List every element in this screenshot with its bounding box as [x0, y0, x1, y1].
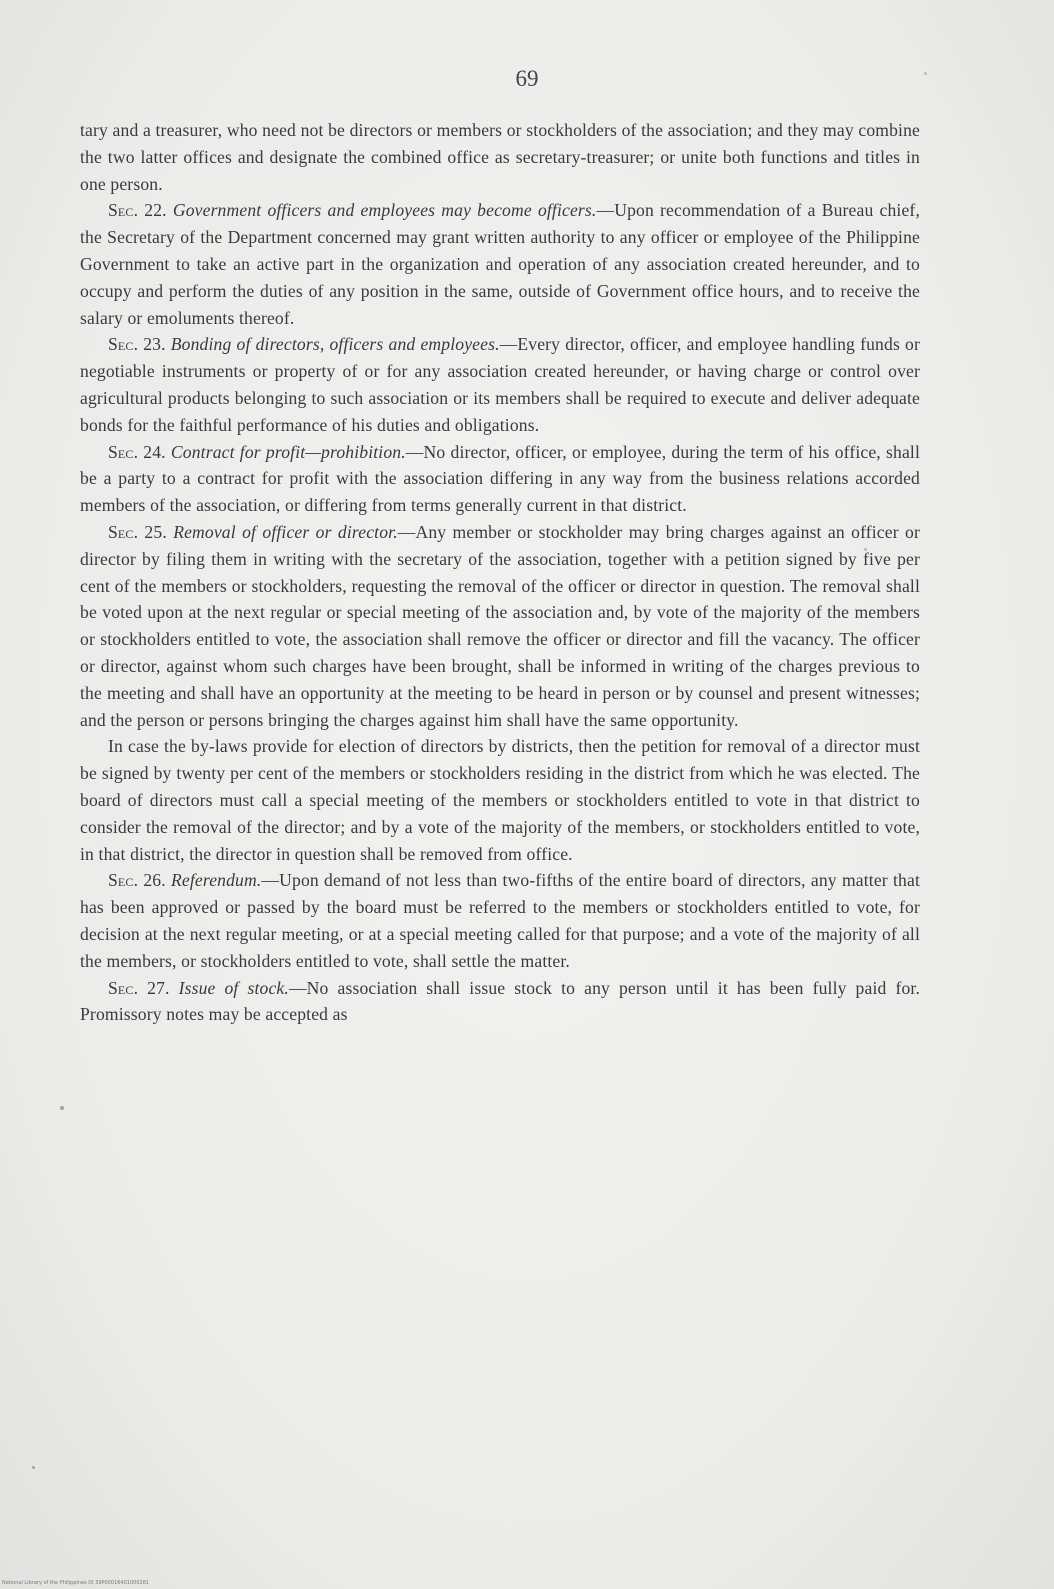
section-heading: Bonding of directors, officers and employees. [170, 334, 500, 355]
scan-speck [32, 1466, 35, 1469]
section-body: —Any member or stockholder may bring charges against an officer or director by filing them in writing with the secretary of the association, together with a petition signed by five per cent of the members or stockholders, requesting the removal of the officer or director in question. The removal shall be voted upon at the next regular or special meeting of the association and, by vote of the majority of the members or stockholders entitled to vote, the association shall remove the officer or director and fill the vacancy. The officer or director, against whom such charges have been brought, shall be informed in writing of the charges previous to the meeting and shall have an opportunity at the meeting to be heard in person or by counsel and present witnesses; and the person or persons bringing the charges against him shall have the same opportunity. [80, 521, 920, 730]
section-24 [80, 439, 920, 519]
section-number: Sec. 23. [108, 334, 166, 355]
section-heading: Issue of stock. [178, 977, 289, 998]
scan-speck [864, 548, 867, 551]
section-body: —Upon recommendation of a Bureau chief, the Secretary of the Department concerned may grant written authority to any officer or employee of the Philippine Government to take an active part in the organization and operation of any association created hereunder, and to occupy and perform the duties of any position in the same, outside of Government office hours, and to receive the salary or emoluments thereof. [80, 200, 920, 328]
section-body: —Every director, officer, and employee handling funds or negotiable instruments or property of or for any association created hereunder, or having charge or control over agricultural products belonging to such association or its members shall be required to execute and deliver adequate bonds for the faithful performance of his duties and obligations. [80, 334, 920, 435]
section-22 [80, 197, 920, 331]
section-heading: Referendum. [171, 870, 262, 891]
page-number: 69 [515, 66, 539, 91]
footer-stamp: National Library of the Philippines DI 39P00016401000281 [2, 1580, 150, 1586]
body-text [80, 117, 920, 1028]
section-heading: Removal of officer or director. [173, 521, 398, 542]
scan-speck [924, 72, 927, 75]
section-number: Sec. 26. [108, 870, 166, 891]
section-body: —No association shall issue stock to any person until it has been fully paid for. Promissory notes may be accepted as [80, 977, 920, 1025]
section-25-paragraph-2 [80, 733, 920, 867]
section-heading: Contract for profit—prohibition. [170, 441, 406, 462]
paragraph-body: tary and a treasurer, who need not be directors or members or stockholders of the association; and they may combine the two latter offices and designate the combined office as secretary-treasurer; or unite both functions and titles in one person. [80, 120, 920, 194]
paragraph-body: In case the by-laws provide for election of directors by districts, then the petition for removal of a director must be signed by twenty per cent of the members or stockholders residing in the district from which he was elected. The board of directors must call a special meeting of the members or stockholders entitled to vote in that district to consider the removal of the director; and by a vote of the majority of the members, or stockholders entitled to vote, in that district, the director in question shall be removed from office. [80, 736, 920, 864]
section-25 [80, 519, 920, 733]
section-number: Sec. 25. [108, 521, 167, 542]
section-body: —Upon demand of not less than two-fifths of the entire board of directors, any matter that has been approved or passed by the board must be referred to the members or stockholders entitled to vote, for decision at the next regular meeting, or at a special meeting called for that purpose; and a vote of the majority of all the members, or stockholders entitled to vote, shall settle the matter. [80, 870, 920, 971]
section-number: Sec. 24. [108, 441, 166, 462]
paragraph-continuation [80, 117, 920, 197]
section-number: Sec. 22. [108, 200, 167, 221]
scan-speck [60, 1106, 64, 1110]
section-number: Sec. 27. [108, 977, 170, 998]
section-26 [80, 867, 920, 974]
section-23 [80, 331, 920, 438]
section-body: —No director, officer, or employee, during the term of his office, shall be a party to a contract for profit with the association differing in any way from the business relations accorded members of the association, or differing from terms generally current in that district. [80, 441, 920, 516]
section-27 [80, 975, 920, 1029]
section-heading: Government officers and employees may become officers. [172, 200, 597, 221]
